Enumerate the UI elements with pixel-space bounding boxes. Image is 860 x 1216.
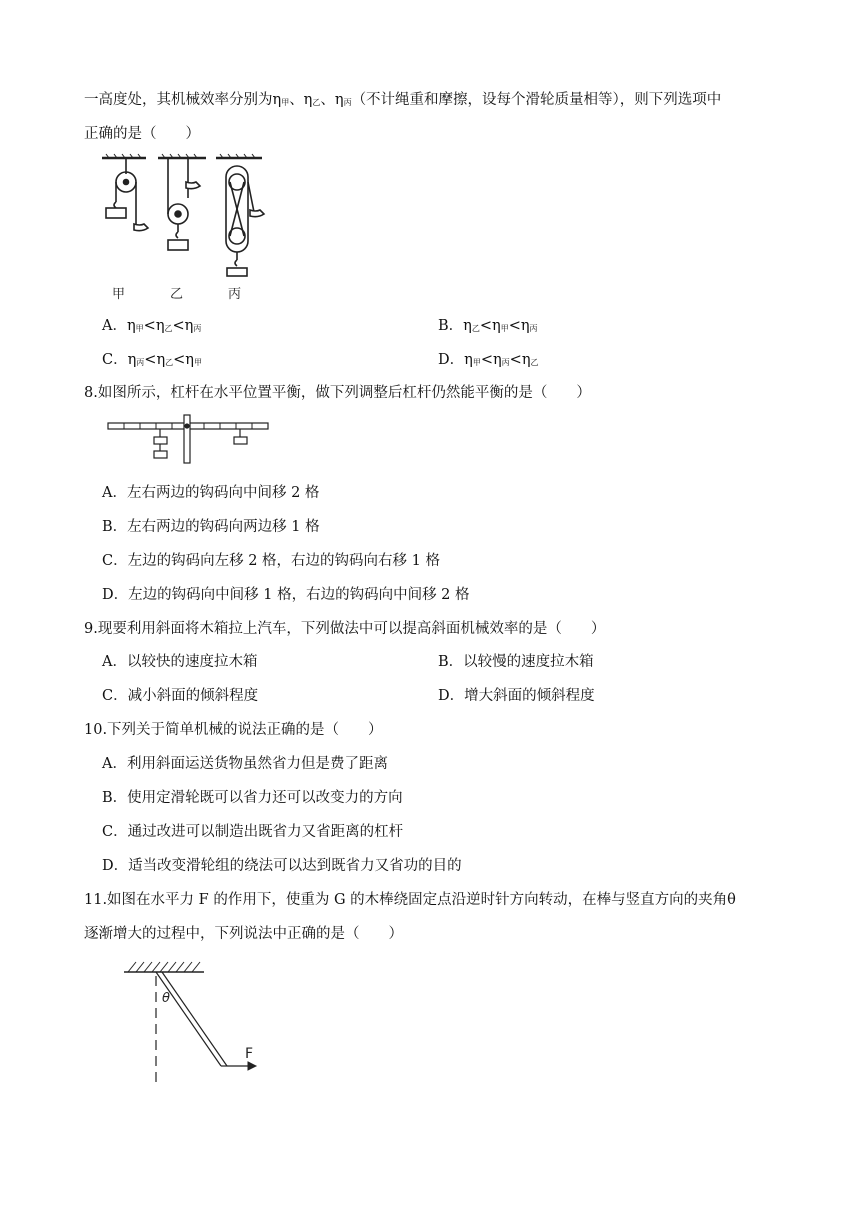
figure-label-jia: 甲 bbox=[112, 287, 126, 302]
q10-option-d[interactable]: D．适当改变滑轮组的绕法可以达到既省力又省功的目的 bbox=[102, 858, 462, 874]
q10-stem: 10.下列关于简单机械的说法正确的是（ ） bbox=[84, 722, 383, 738]
figure-label-yi: 乙 bbox=[170, 287, 184, 302]
q8-option-c[interactable]: C．左边的钩码向左移 2 格，右边的钩码向右移 1 格 bbox=[102, 553, 440, 569]
q7-option-d[interactable]: D．$\eta_甲<\eta_丙<\eta_乙$ bbox=[438, 352, 539, 368]
q7-option-c[interactable]: C．$\eta_丙<\eta_乙<\eta_甲$ bbox=[102, 352, 202, 368]
q11-stem-line1: 11.如图在水平力 F 的作用下，使重为 G 的木棒绕固定点沿逆时针方向转动，在棒与竖直方向的夹角θ bbox=[84, 892, 736, 908]
force-label: F bbox=[245, 1046, 254, 1062]
q7-stem-line1: 一高度处，其机械效率分别为$\eta_甲$、$\eta_乙$、$\eta_丙$（不计绳重和摩擦，设每个滑轮质量相等），则下列选项中 bbox=[84, 92, 722, 108]
q9-option-b[interactable]: B．以较慢的速度拉木箱 bbox=[438, 654, 594, 670]
q7-pulley-figure bbox=[100, 152, 270, 302]
q11-stem-line2: 逐渐增大的过程中，下列说法中正确的是（ ） bbox=[84, 926, 403, 942]
q9-option-d[interactable]: D．增大斜面的倾斜程度 bbox=[438, 688, 595, 704]
q10-option-c[interactable]: C．通过改进可以制造出既省力又省距离的杠杆 bbox=[102, 824, 404, 840]
q7-option-a[interactable]: A．$\eta_甲<\eta_乙<\eta_丙$ bbox=[102, 318, 202, 334]
q7-stem-line2: 正确的是（ ） bbox=[84, 126, 200, 142]
q11-rod-figure bbox=[118, 958, 268, 1088]
q8-stem: 8.如图所示，杠杆在水平位置平衡，做下列调整后杠杆仍然能平衡的是（ ） bbox=[84, 385, 591, 401]
figure-label-bing: 丙 bbox=[228, 287, 242, 302]
q10-option-b[interactable]: B．使用定滑轮既可以省力还可以改变力的方向 bbox=[102, 790, 403, 806]
q9-option-a[interactable]: A．以较快的速度拉木箱 bbox=[102, 654, 258, 670]
q9-stem: 9.现要利用斜面将木箱拉上汽车，下列做法中可以提高斜面机械效率的是（ ） bbox=[84, 621, 606, 637]
q8-option-a[interactable]: A．左右两边的钩码向中间移 2 格 bbox=[102, 485, 320, 501]
q7-option-b[interactable]: B．$\eta_乙<\eta_甲<\eta_丙$ bbox=[438, 318, 538, 334]
q8-option-b[interactable]: B．左右两边的钩码向两边移 1 格 bbox=[102, 519, 320, 535]
q8-option-d[interactable]: D．左边的钩码向中间移 1 格，右边的钩码向中间移 2 格 bbox=[102, 587, 470, 603]
theta-label: θ bbox=[162, 991, 170, 1006]
q9-option-c[interactable]: C．减小斜面的倾斜程度 bbox=[102, 688, 259, 704]
q10-option-a[interactable]: A．利用斜面运送货物虽然省力但是费了距离 bbox=[102, 756, 388, 772]
q8-lever-figure bbox=[104, 413, 272, 465]
